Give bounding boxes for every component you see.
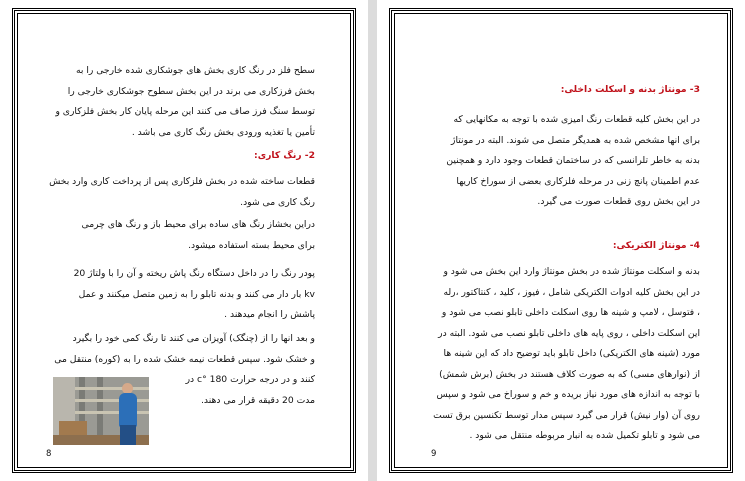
text-line: رنگ کاری می شود. <box>240 196 315 208</box>
heading-painting: 2- رنگ کاری: <box>254 150 315 161</box>
text-line: پودر رنگ را در داخل دستگاه رنگ پاش ریخته و آن را با ولتاژ 20 <box>73 268 315 279</box>
text-line: با توجه به اندازه های مورد نیاز بریده و خم و سوراخ می شود و سپس <box>436 389 700 400</box>
paint-booth-photo <box>53 377 149 445</box>
text-line: ، فتوسل ، لامپ و شینه ها روی اسکلت داخلی تابلو نصب می شود و <box>441 307 700 318</box>
text-line: kv بار دار می کنند و بدنه تابلو را به زمین متصل میکنند و عمل <box>78 288 315 300</box>
text-line: دراین بخشاز رنگ های ساده برای محیط باز و رنگ های چرمی <box>81 219 315 230</box>
paragraph-drying <box>40 329 315 370</box>
text-line: برای محیط بسته استفاده میشود. <box>188 239 315 251</box>
heading-electrical-assembly: 4- مونتاژ الکتریکی: <box>612 240 700 251</box>
text-line: می شود و تابلو تکمیل شده به انبار مربوطه منتقل می شود . <box>469 430 700 441</box>
heading-body-assembly: 3- مونتاژ بدنه و اسکلت داخلی: <box>560 84 700 95</box>
page-number: 9 <box>431 449 437 459</box>
paragraph-body-assembly <box>417 110 700 213</box>
right-page <box>377 0 745 481</box>
text-line: و بعد انها را از (چنگک) آویزان می کنند تا رنگ کمی خود را بگیرد <box>72 333 315 344</box>
text-line: مدت 20 دقیقه قرار می دهند. <box>200 394 315 406</box>
left-page <box>0 0 368 481</box>
text-line: بدنه به خاطر تلرانسی که در ساختمان قطعات وجود دارد و همچنین <box>446 155 700 166</box>
text-line: در این بخش کلیه ادوات الکتریکی شامل ، فیوز ، کلید ، کنتاکتور ،رله <box>443 286 700 298</box>
text-line: از (نوارهای مسی) که به صورت کلاف هستند در بخش (برش شمش) <box>439 368 700 380</box>
paragraph-powder-spraying <box>40 264 315 326</box>
text-line: روی آن (وار نیش) قرار می گیرد سپس مدار توسط تکنسین برق تست <box>433 409 700 421</box>
page-number: 8 <box>46 449 52 459</box>
text-line: پاشش را انجام میدهند . <box>224 309 315 320</box>
text-line: قطعات ساخته شده در بخش فلزکاری پس از پرداخت کاری وارد بخش <box>49 176 315 187</box>
text-line: این اسکلت داخلی ، روی پایه های داخلی تابلو نصب می شود. البته در <box>438 327 700 339</box>
text-line: در این بخش کلیه قطعات رنگ امیزی شده با توجه به مکانهایی که <box>453 114 700 125</box>
text-line: کنند و در درجه حرارت 180 °c در <box>185 374 315 385</box>
text-line: بدنه و اسکلت مونتاژ شده در بخش مونتاژ وارد این بخش می شود و <box>443 266 700 277</box>
text-line: مورد (شینه های الکتریکی) داخل تابلو باید توضیح داد که این شینه ها <box>443 348 700 359</box>
text-line: سطح فلز در رنگ کاری بخش های جوشکاری شده خارجی را به <box>75 65 315 76</box>
paragraph-metal-finishing <box>40 61 315 143</box>
text-line: عدم اطمینان پانچ زنی در مرحله فلزکاری بعضی از سوراخ کاریها <box>456 175 700 187</box>
text-line: بخش فرزکاری می برند در این بخش سطوح جوشکاری خارجی را <box>67 85 315 97</box>
text-line: در این بخش روی قطعات صورت می گیرد. <box>537 196 700 207</box>
text-line: توسط سنگ فرز صاف می کنند این مرحله پایان کار بخش فلزکاری و <box>55 106 315 117</box>
text-line: و خشک شود. سپس قطعات نیمه خشک شده را به (کوره) منتقل می <box>54 353 315 365</box>
text-line: تأمین یا تغذیه ورودی بخش رنگ کاری می باشد . <box>131 126 315 138</box>
paragraph-drying-cont <box>150 370 315 411</box>
paragraph-paint-types <box>40 215 315 256</box>
text-line: برای انها مشخص شده به همدیگر متصل می شوند. البته در مونتاژ <box>451 134 700 146</box>
page-gutter <box>368 0 377 481</box>
paragraph-electrical-assembly <box>417 262 700 447</box>
paragraph-painting-intro <box>40 172 315 213</box>
